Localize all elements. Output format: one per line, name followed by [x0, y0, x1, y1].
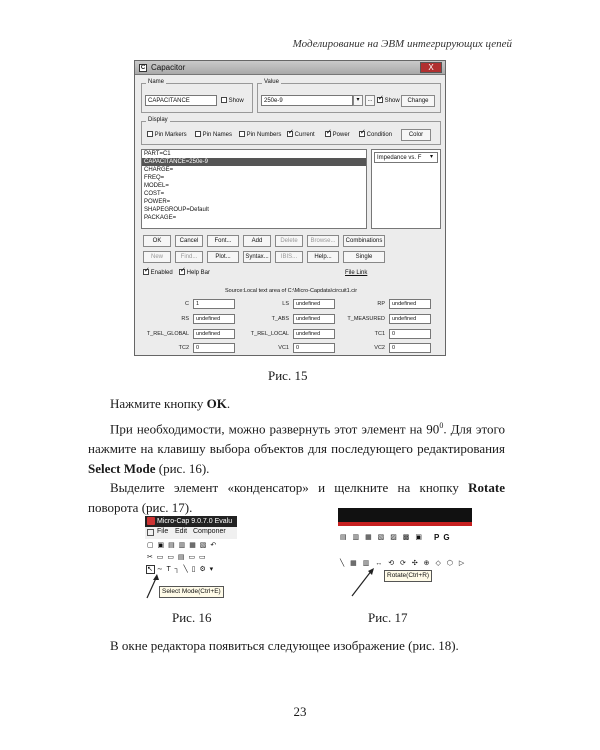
- param-label: T_MEASURED: [347, 316, 385, 322]
- figure-16-caption: Рис. 16: [172, 610, 212, 625]
- checkbox-checked-icon: [287, 131, 293, 137]
- text-run: поворота (рис. 17).: [88, 500, 193, 515]
- enabled-label: Enabled: [150, 270, 173, 276]
- close-button[interactable]: X: [420, 62, 442, 73]
- draw-toolbar[interactable]: ↖ ∼ T ┐ ╲ ▯ ⚙ ▾: [147, 566, 215, 573]
- delete-button[interactable]: Delete: [275, 235, 303, 247]
- chevron-down-icon: ▾: [430, 154, 434, 160]
- text-run: . Для этого нажмите на клавишу выбора объектов для последующего редактирования: [88, 421, 505, 457]
- checkbox-icon: [221, 97, 227, 103]
- value-more-button[interactable]: ...: [365, 95, 375, 106]
- checkbox-checked-icon: [359, 131, 365, 137]
- rotate-tooltip: Rotate(Ctrl+R): [384, 570, 432, 582]
- param-input[interactable]: 1: [193, 299, 235, 309]
- checkbox-icon: [147, 131, 153, 137]
- help-button[interactable]: Help...: [307, 251, 339, 263]
- combinations-button[interactable]: Combinations: [343, 235, 385, 247]
- ibis-button[interactable]: IBIS...: [275, 251, 303, 263]
- option-label: Power: [332, 132, 350, 138]
- option-label: Pin Names: [202, 132, 233, 138]
- degree-superscript: 0: [439, 421, 444, 430]
- paragraph-rotate-info: [88, 416, 505, 479]
- help-bar-checkbox[interactable]: [179, 269, 210, 277]
- pin-numbers-checkbox[interactable]: [239, 131, 281, 139]
- window-title: Micro-Cap 9.0.7.0 Evalu: [157, 518, 233, 525]
- param-label: T_ABS: [271, 316, 289, 322]
- rotate-toolbar[interactable]: ╲ ▦ ▥ ↔ ⟲ ⟳ ✣ ⊕ ◇ ⬡ ▷: [340, 560, 467, 567]
- menu-file[interactable]: File: [157, 528, 169, 535]
- list-item[interactable]: MODEL=: [144, 183, 169, 189]
- param-label: VC2: [374, 345, 385, 351]
- ok-button[interactable]: OK: [143, 235, 171, 247]
- file-link[interactable]: File Link: [345, 270, 368, 276]
- param-label: TC2: [178, 345, 189, 351]
- menu-component[interactable]: Componer: [193, 528, 226, 535]
- pin-names-checkbox[interactable]: [195, 131, 232, 139]
- param-label: LS: [282, 301, 289, 307]
- param-label: T_REL_GLOBAL: [146, 331, 189, 337]
- plot-select-value: Impedance vs. F: [377, 155, 422, 161]
- checkbox-checked-icon: [377, 97, 383, 103]
- list-item[interactable]: CHARGE=: [144, 167, 174, 173]
- text-run: При необходимости, можно развернуть этот элемент на 90: [110, 421, 440, 437]
- figure-17-screenshot: [338, 508, 472, 600]
- list-item[interactable]: SHAPEGROUP=Default: [144, 207, 209, 213]
- rotate-keyword: Rotate: [468, 480, 505, 495]
- capacitor-dialog: [134, 60, 446, 356]
- param-input[interactable]: undefined: [293, 329, 335, 339]
- param-input[interactable]: 0: [389, 343, 431, 353]
- help-bar-label: Help Bar: [186, 270, 211, 276]
- param-input[interactable]: undefined: [193, 314, 235, 324]
- syntax-button[interactable]: Syntax...: [243, 251, 271, 263]
- list-item-selected[interactable]: CAPACITANCE=250e-9: [142, 158, 366, 166]
- checkbox-checked-icon: [143, 269, 149, 275]
- text-run: .: [226, 396, 231, 411]
- find-button[interactable]: Find...: [175, 251, 203, 263]
- select-mode-tooltip: Select Mode(Ctrl+E): [159, 586, 224, 598]
- current-checkbox[interactable]: [287, 131, 315, 139]
- checkbox-checked-icon: [179, 269, 185, 275]
- param-input[interactable]: undefined: [389, 314, 431, 324]
- option-label: Current: [294, 132, 315, 138]
- edit-toolbar[interactable]: ✂ ▭ ▭ ▤ ▭ ▭: [147, 554, 207, 561]
- pg-toolbar[interactable]: P G: [434, 533, 451, 542]
- dialog-title: Capacitor: [151, 63, 186, 72]
- param-label: VC1: [278, 345, 289, 351]
- dialog-titlebar[interactable]: [135, 61, 445, 75]
- text-run: Выделите элемент «конденсатор» и щелкните на кнопку: [110, 480, 469, 495]
- paragraph-press-ok: [88, 394, 505, 414]
- page-number: 23: [293, 704, 307, 719]
- list-item[interactable]: PACKAGE=: [144, 215, 177, 221]
- value-show-checkbox[interactable]: [377, 97, 400, 105]
- name-show-label: Show: [228, 98, 244, 104]
- browse-button[interactable]: Browse...: [307, 235, 339, 247]
- layout-toolbar[interactable]: ▤ ▥ ▦ ▧ ▨ ▩ ▣: [340, 534, 424, 541]
- value-dropdown-button[interactable]: [353, 95, 363, 106]
- select-mode-keyword: Select Mode: [88, 461, 156, 477]
- param-input[interactable]: 0: [389, 329, 431, 339]
- checkbox-icon: [195, 131, 201, 137]
- color-button[interactable]: Color: [401, 129, 431, 141]
- cancel-button[interactable]: Cancel: [175, 235, 203, 247]
- list-item[interactable]: POWER=: [144, 199, 171, 205]
- param-input[interactable]: 0: [293, 343, 335, 353]
- name-show-checkbox[interactable]: [221, 97, 244, 105]
- font-button[interactable]: Font...: [207, 235, 239, 247]
- param-input[interactable]: undefined: [293, 299, 335, 309]
- option-label: Pin Markers: [154, 132, 187, 138]
- pointer-arrow: [338, 508, 472, 600]
- value-input[interactable]: 250e-9: [261, 95, 353, 106]
- pointer-arrow: [145, 516, 237, 600]
- pin-markers-checkbox[interactable]: [147, 131, 187, 139]
- paragraph-editor-image: В окне редактора появиться следующее изображение (рис. 18).: [110, 638, 459, 653]
- rotate-icon[interactable]: ⟲: [388, 560, 397, 567]
- param-input[interactable]: undefined: [293, 314, 335, 324]
- param-label: TC1: [374, 331, 385, 337]
- figure-16-screenshot: [145, 516, 237, 600]
- list-item[interactable]: COST=: [144, 191, 165, 197]
- value-show-label: Show: [384, 98, 400, 104]
- param-input[interactable]: undefined: [193, 329, 235, 339]
- text-run: (рис. 16).: [155, 461, 210, 477]
- ok-keyword: OK: [206, 396, 227, 411]
- value-group-label: Value: [264, 79, 279, 85]
- condition-checkbox[interactable]: [359, 131, 392, 139]
- plot-button[interactable]: Plot...: [207, 251, 239, 263]
- text-run: Нажмите кнопку: [110, 396, 207, 411]
- checkbox-icon: [239, 131, 245, 137]
- add-button[interactable]: Add: [243, 235, 271, 247]
- single-button[interactable]: Single: [343, 251, 385, 263]
- source-text: Source:Local text area of C:\Micro-Capdata\circuit1.cir: [224, 288, 358, 294]
- enabled-checkbox[interactable]: [143, 269, 173, 277]
- display-group-label: Display: [148, 117, 168, 123]
- plot-panel: [371, 149, 441, 229]
- name-group-label: Name: [148, 79, 165, 85]
- option-label: Condition: [366, 132, 393, 138]
- new-button[interactable]: New: [143, 251, 171, 263]
- power-checkbox[interactable]: [325, 131, 350, 139]
- plot-select[interactable]: [374, 152, 438, 163]
- param-input[interactable]: undefined: [389, 299, 431, 309]
- chevron-down-icon: ▾: [356, 97, 360, 103]
- list-item[interactable]: PART=C1: [144, 151, 171, 157]
- param-label: T_REL_LOCAL: [250, 331, 289, 337]
- page-header: Моделирование на ЭВМ интегрирующих цепей: [292, 38, 512, 50]
- name-input[interactable]: CAPACITANCE: [145, 95, 217, 106]
- param-label: RP: [377, 301, 385, 307]
- figure-17-caption: Рис. 17: [368, 610, 408, 625]
- param-label: C: [185, 301, 189, 307]
- param-label: RS: [181, 316, 189, 322]
- select-mode-icon[interactable]: ↖: [147, 566, 154, 573]
- file-toolbar[interactable]: ▢ ▣ ▤ ▥ ▦ ▧ ↶: [147, 542, 218, 549]
- attribute-list[interactable]: [141, 149, 367, 229]
- option-label: Pin Numbers: [246, 132, 282, 138]
- figure-15-caption: Рис. 15: [268, 368, 308, 383]
- change-button[interactable]: Change: [401, 95, 435, 107]
- list-item[interactable]: FREQ=: [144, 175, 165, 181]
- capacitor-icon: C: [140, 65, 146, 71]
- menu-edit[interactable]: Edit: [175, 528, 188, 535]
- checkbox-checked-icon: [325, 131, 331, 137]
- param-input[interactable]: 0: [193, 343, 235, 353]
